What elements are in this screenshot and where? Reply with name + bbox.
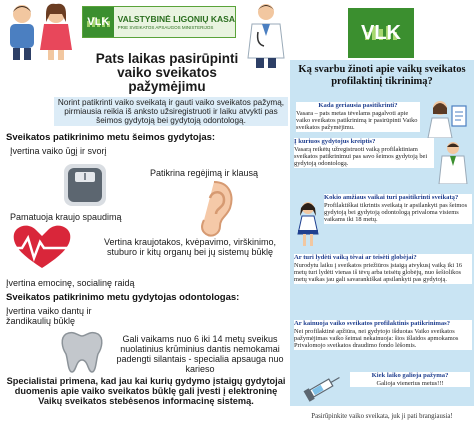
footer-text: Pasirūpinkite vaiko sveikata, juk ji pati brangiausia! [311, 413, 453, 420]
qa-cost [294, 320, 472, 350]
vlk-logo-icon: VLK [83, 7, 114, 37]
ear-icon [192, 180, 236, 238]
heart-icon [4, 222, 82, 272]
page-title: Pats laikas pasirūpinti vaiko sveikatos pažymėjimu [95, 51, 239, 94]
qa-answer: Vasara – pats metas tėvelams pagalvoti apie vaiko sveikatos patikrinimą ir pasirūpinti Vaiko sveikatos pažymėjimu. [296, 109, 418, 132]
kids-icon [2, 2, 80, 60]
badge-name: VALSTYBINĖ LIGONIŲ KASA [117, 14, 235, 24]
qa-answer: Galioja vienerius metus!!! [376, 379, 444, 387]
doctor-icon [244, 2, 288, 68]
qa-answer: Nurodytu laiku į sveikatos priežiūros įstaigą atvykusį vaiką iki 16 metų turi lydėti vienas iš tėvų arba teisėtų globėjų, nuo šešiolikos metų vaikas jau gali savarankiškai apsilankyti pas gydytoją. [294, 261, 463, 284]
qa-answer: Nei profilaktinė apžiūra, nei gydytojo išduotas Vaiko sveikatos pažymėjimas vaiko šeimai nekainuoja: šios išlaidos apmokamos Privalomojo sveikatos draudimo fondo lėšomis. [294, 327, 459, 350]
tooth-icon [58, 330, 106, 374]
badge-subname: PRIE SVEIKATOS APSAUGOS MINISTERIJOS [117, 25, 214, 30]
qa-question: Kiek laiko galioja pažyma? [371, 372, 449, 379]
qa-question: Kokio amžiaus vaikai turi pasitikrinti sveikatą? [324, 194, 459, 201]
item-vision-hearing: Patikrina regėjimą ir klausą [150, 168, 259, 178]
qa-question: Ar turi lydėti vaiką tėvai ar teisėti globėjai? [294, 254, 417, 261]
qa-which-doctors [294, 138, 434, 168]
right-title: Ką svarbu žinoti apie vaikų sveikatos profilaktinį tikrinimą? [298, 64, 466, 87]
qa-when [296, 102, 420, 132]
item-teeth: Įvertina vaiko dantų ir žandikaulių būklę [6, 306, 92, 326]
qa-age [324, 194, 472, 224]
item-height-weight: Įvertina vaiko ūgį ir svorį [10, 146, 107, 156]
intro-text: Norint patikrinti vaiko sveikatą ir gauti vaiko sveikatos pažymą, pirmiausia reikia iš anksto užsiregistruoti ir laiku atvykti pas šeimos gydytoją bei gydytoją odontologą. [54, 97, 288, 126]
item-emotional: Įvertina emocinę, socialinę raidą [6, 278, 135, 288]
qa-answer: Profilaktiškai tikrintis sveikatą ir apsilankyti pas šeimos gydytoją bei gydytoją odontologą privaloma visiems vaikams iki 18 metų. [324, 201, 468, 224]
item-blood-pressure: Pamatuoja kraujo spaudimą [10, 212, 122, 222]
qa-validity [350, 372, 470, 387]
qa-question: Į kuriuos gydytojus kreiptis? [294, 138, 376, 145]
footer [290, 406, 474, 428]
specialist-note: Specialistai primena, kad jau kai kurių gydymo įstaigų gydytojai duomenis apie vaiko sveikatos būklę gali įvesti į elektroninę Vaikų sveikatos stebėsenos informacinę sistemą. [6, 376, 286, 406]
section-family-doctor: Sveikatos patikrinimo metu šeimos gydytojas: [6, 132, 216, 143]
qa-answer: Vasarą reikėtų užregistruoti vaiką profilaktiniam sveikatos patikrinimui pas savo šeimos gydytoją bei gydytoją odontologą. [294, 145, 428, 168]
scale-icon [62, 162, 108, 208]
vlk-big-logo-icon: VLK [348, 8, 414, 58]
item-sealants: Gali vaikams nuo 6 iki 14 metų sveikus nuolatinius krūminius dantis nemokamai padengti silantais - specialia apsauga nuo karieso [116, 334, 284, 374]
qa-question: Kada geriausia pasitikrinti? [318, 102, 398, 109]
qa-guardians [294, 254, 472, 284]
qa-question: Ar kainuoja vaiko sveikatos profilaktinis patikrinimas? [294, 320, 451, 327]
nurse-icon [424, 98, 468, 138]
vlk-badge [82, 6, 236, 38]
item-organs: Vertina kraujotakos, kvėpavimo, virškinimo, stuburo ir kitų organų bei jų sistemų būklę [103, 237, 277, 257]
doctor-small-icon [436, 140, 470, 184]
right-panel [290, 0, 474, 428]
syringe-icon [302, 370, 344, 404]
section-dentist: Sveikatos patikrinimo metu gydytojas odontologas: [6, 292, 240, 303]
girl-icon [294, 200, 322, 248]
